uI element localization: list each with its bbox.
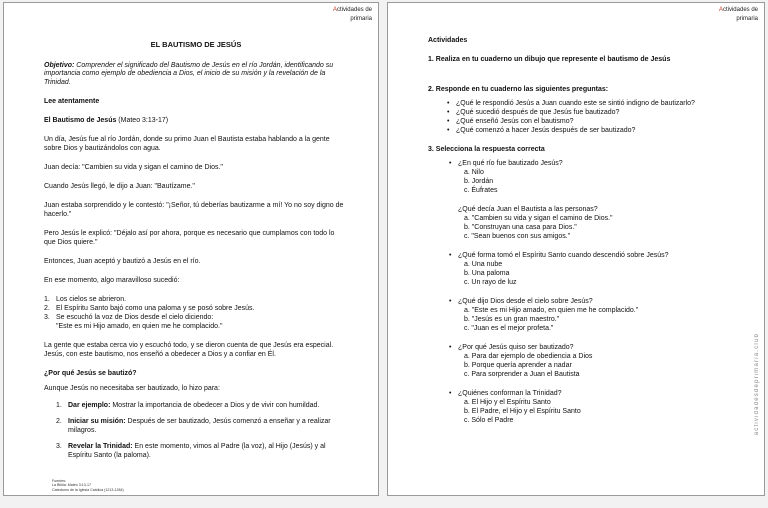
reason-text: En este momento, vimos al Padre (la voz), al Hijo (Jesús) y al Espíritu Santo (la paloma).: [68, 443, 326, 460]
question-text: ¿Qué decía Juan el Bautista a las personas?: [458, 206, 598, 213]
answer-option: c. Un rayo de luz: [464, 279, 517, 286]
question-text: • ¿Qué forma tomó el Espíritu Santo cuando descendió sobre Jesús?: [458, 251, 724, 260]
list-item: [44, 304, 348, 313]
read-heading: Lee atentamente: [44, 98, 100, 106]
story-paragraph: En ese momento, algo maravilloso sucedió:: [44, 277, 180, 285]
why-heading: ¿Por qué Jesús se bautizó?: [44, 370, 137, 378]
story-paragraph: Cuando Jesús llegó, le dijo a Juan: "Bautízame.": [44, 183, 195, 191]
event-text: El Espíritu Santo bajó como una paloma y se posó sobre Jesús.: [56, 305, 255, 313]
footer-line: Catecismo de la Iglesia Católica (1213-1284): [52, 487, 124, 492]
quiz-question: [428, 389, 724, 425]
story-paragraph: Pero Jesús le explicó: "Déjalo así por ahora, porque es necesario que cumplamos con todo lo que Dios quiere.": [44, 230, 335, 247]
quiz-question: [428, 159, 724, 195]
answer-option: c. "Juan es el mejor profeta.": [464, 325, 554, 332]
watermark: actividadesdeprimaria.club: [754, 333, 760, 436]
list-item: [56, 417, 348, 435]
story-title: El Bautismo de Jesús: [44, 117, 117, 125]
page2-content: [428, 36, 724, 435]
answer-option: b. "Construyan una casa para Dios.": [464, 224, 577, 231]
answer-option: a. "Cambien su vida y sigan el camino de Dios.": [464, 215, 613, 222]
reason-label: Revelar la Trinidad:: [68, 443, 133, 451]
answer-option: b. Una paloma: [464, 270, 510, 277]
brand-line1: ctividades de: [336, 7, 372, 13]
brand-accent-letter: A: [718, 7, 723, 13]
reason-label: Dar ejemplo:: [68, 402, 111, 410]
answer-option: a. Una nube: [464, 261, 503, 268]
page1-content: [44, 40, 348, 467]
why-intro: Aunque Jesús no necesitaba ser bautizado, lo hizo para:: [44, 385, 220, 393]
activity-1: 1. Realiza en tu cuaderno un dibujo que represente el bautismo de Jesús: [428, 56, 671, 63]
list-item: [44, 313, 348, 331]
list-item: [56, 401, 348, 410]
question-text: • ¿Qué dijo Dios desde el cielo sobre Jesús?: [458, 297, 724, 306]
list-item: • ¿Qué le respondió Jesús a Juan cuando este se sintió indigno de bautizarlo?: [456, 99, 724, 108]
brand-logo: [326, 6, 372, 24]
answer-option: c. "Sean buenos con sus amigos.": [464, 233, 571, 240]
brand-logo: [712, 6, 758, 24]
story-paragraph: Un día, Jesús fue al río Jordán, donde su primo Juan el Bautista estaba hablando a la gente sobre Dios y bautizándolos con agua.: [44, 136, 330, 153]
answer-option: a. Para dar ejemplo de obediencia a Dios: [464, 353, 593, 360]
reason-number: 3.: [56, 443, 62, 451]
worksheet-page-2: [387, 2, 765, 496]
footer-line: La Biblia: Mateo 3:13-17: [52, 483, 91, 488]
brand-line2: primaria: [736, 16, 758, 22]
reason-number: 1.: [56, 402, 62, 410]
reason-number: 2.: [56, 418, 62, 426]
quiz-question: [428, 297, 724, 333]
list-item: • ¿Qué comenzó a hacer Jesús después de ser bautizado?: [456, 126, 724, 135]
list-item: [44, 295, 348, 304]
question-text: • ¿Quiénes conforman la Trinidad?: [458, 389, 724, 398]
brand-line1: ctividades de: [722, 7, 758, 13]
quiz-question: [428, 251, 724, 287]
question-text: • ¿En qué río fue bautizado Jesús?: [458, 159, 724, 168]
footer-line: Fuentes:: [52, 478, 66, 483]
question-text: • ¿Por qué Jesús quiso ser bautizado?: [458, 343, 724, 352]
answer-option: b. Jordán: [464, 178, 494, 185]
story-paragraph: Juan estaba sorprendido y le contestó: "¡Señor, tú deberías bautizarme a mí! Yo no soy digno de hacerlo.": [44, 202, 344, 219]
brand-accent-letter: A: [332, 7, 337, 13]
objective-label: Objetivo:: [44, 62, 75, 69]
event-text: Se escuchó la voz de Dios desde el cielo diciendo:: [56, 314, 214, 322]
voice-quote: "Este es mi Hijo amado, en quien me he complacido.": [56, 323, 223, 331]
answer-option: a. "Este es mi Hijo amado, en quien me he complacido.": [464, 307, 639, 314]
answer-option: b. Porque quería aprender a nadar: [464, 362, 572, 369]
activity-3: 3. Selecciona la respuesta correcta: [428, 146, 545, 153]
story-heading: [44, 116, 348, 125]
objective: [44, 62, 348, 87]
event-text: Los cielos se abrieron.: [56, 296, 127, 304]
story-reference: (Mateo 3:13-17): [116, 117, 169, 125]
sources-footer: [52, 479, 124, 492]
answer-option: a. El Hijo y el Espíritu Santo: [464, 399, 551, 406]
page-title: EL BAUTISMO DE JESÚS: [150, 40, 242, 49]
list-item: • ¿Qué enseñó Jesús con el bautismo?: [456, 117, 724, 126]
reasons-list: [44, 401, 348, 460]
answer-option: c. Éufrates: [464, 187, 498, 194]
reason-label: Iniciar su misión:: [68, 418, 126, 426]
quiz-question: [428, 343, 724, 379]
closing-paragraph: La gente que estaba cerca vio y escuchó todo, y se dieron cuenta de que Jesús era especial. Jesús, con este bautismo, nos enseñó a obedecer a Dios y a confiar en Él.: [44, 342, 334, 359]
reason-text: Después de ser bautizado, Jesús comenzó a enseñar y a realizar milagros.: [68, 418, 331, 435]
reason-text: Mostrar la importancia de obedecer a Dios y de vivir con humildad.: [110, 402, 320, 410]
story-paragraph: Juan decía: "Cambien su vida y sigan el camino de Dios.": [44, 164, 223, 172]
answer-option: b. "Jesús es un gran maestro.": [464, 316, 560, 323]
worksheet-page-1: [3, 2, 379, 496]
activity-2-questions: [428, 99, 724, 135]
events-list: [44, 295, 348, 331]
event-number: 3.: [44, 314, 50, 322]
activities-heading: Actividades: [428, 37, 468, 44]
objective-text: Comprender el significado del Bautismo de Jesús en el río Jordán, identificando su importancia como ejemplo de obediencia a Dios, el inicio de su misión y la revelación de la Trinidad.: [44, 62, 334, 86]
story-paragraph: Entonces, Juan aceptó y bautizó a Jesús en el río.: [44, 258, 201, 266]
answer-option: c. Sólo el Padre: [464, 417, 514, 424]
event-number: 2.: [44, 305, 50, 313]
answer-option: b. El Padre, el Hijo y el Espíritu Santo: [464, 408, 581, 415]
answer-option: a. Nilo: [464, 169, 484, 176]
activity-2: 2. Responde en tu cuaderno las siguientes preguntas:: [428, 86, 609, 93]
quiz-question: [428, 205, 724, 241]
brand-line2: primaria: [350, 16, 372, 22]
list-item: • ¿Qué sucedió después de que Jesús fue bautizado?: [456, 108, 724, 117]
list-item: [56, 442, 348, 460]
event-number: 1.: [44, 296, 50, 304]
answer-option: c. Para sorprender a Juan el Bautista: [464, 371, 580, 378]
